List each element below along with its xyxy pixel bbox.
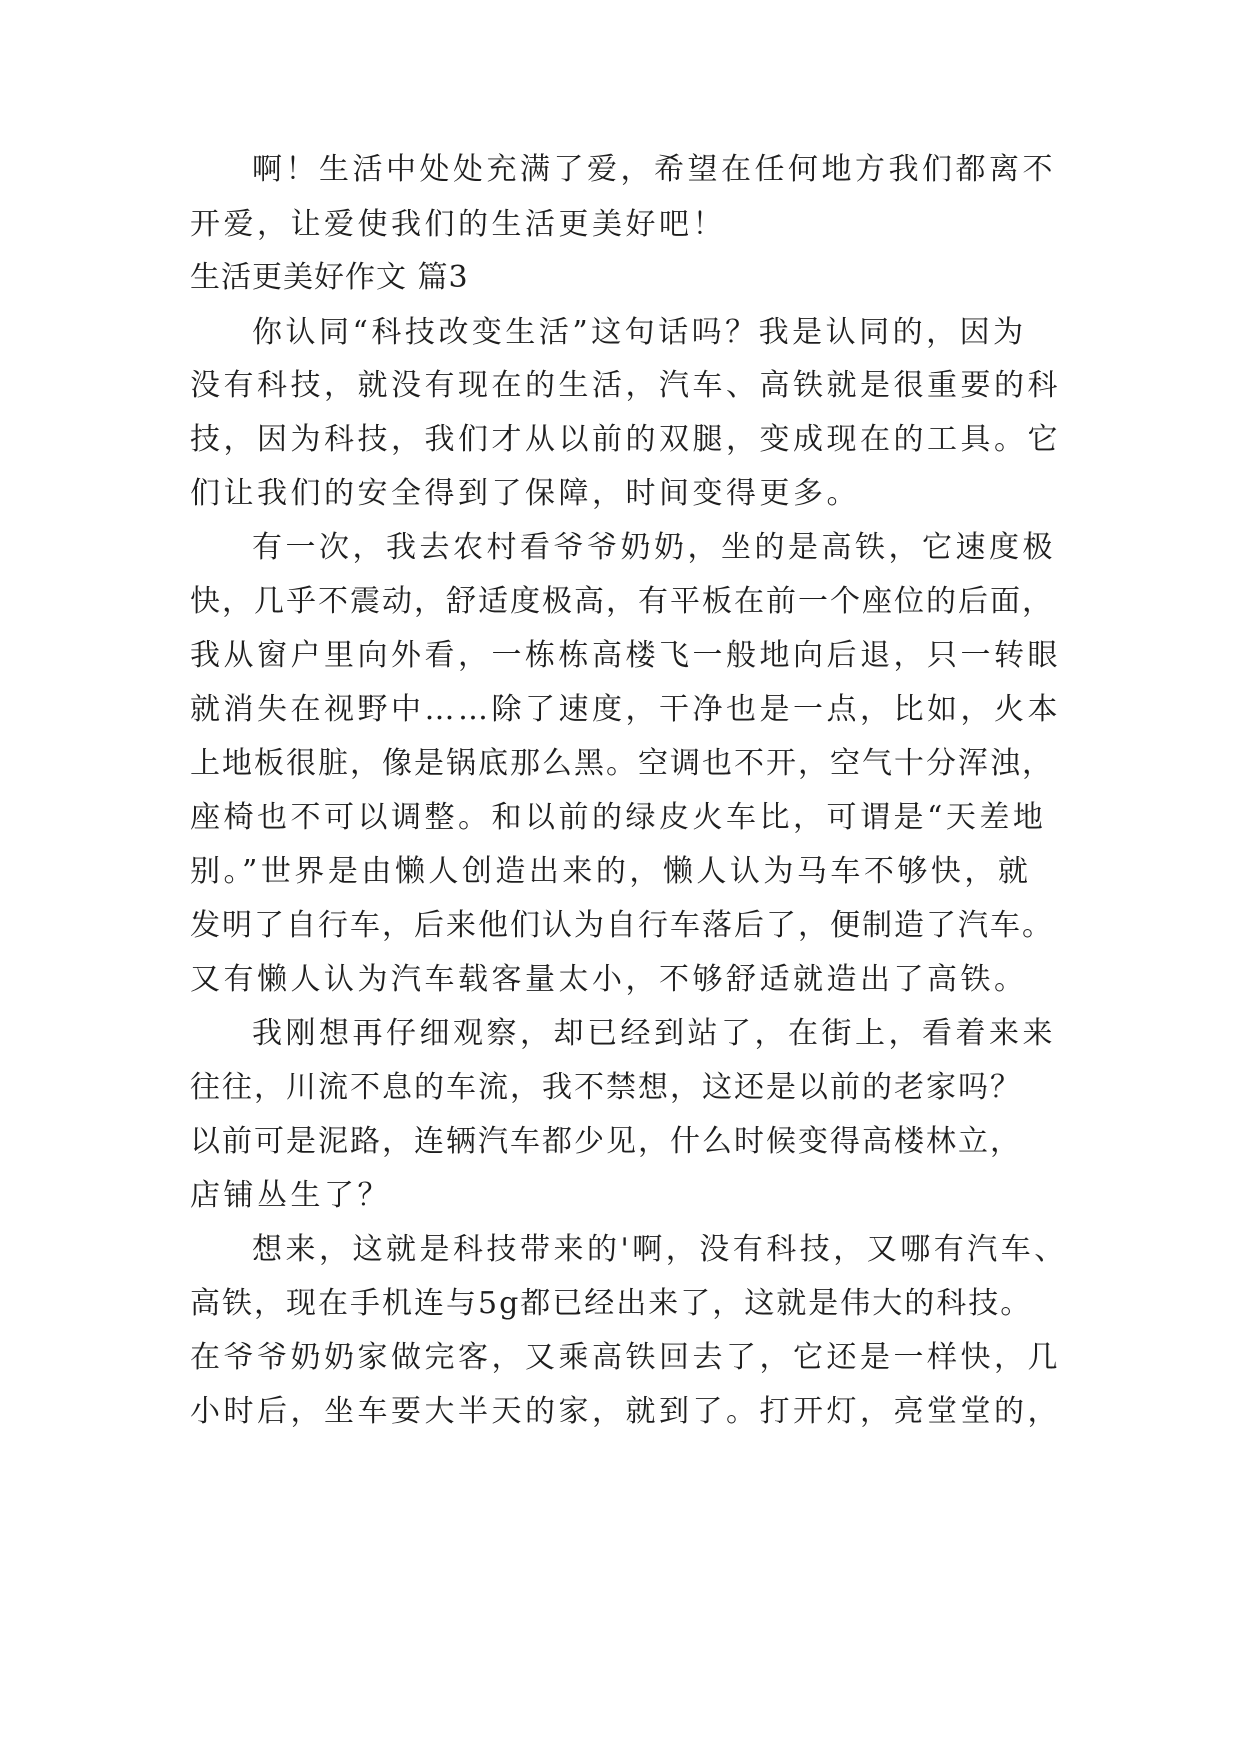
text-line: 想来，这就是科技带来的'啊，没有科技，又哪有汽车、 [252, 1232, 1068, 1267]
text-line: 你认同“科技改变生活”这句话吗？我是认同的，因为 [252, 315, 1027, 350]
text-line: 小时后，坐车要大半天的家，就到了。打开灯，亮堂堂的， [190, 1394, 1061, 1429]
text-line: 啊！生活中处处充满了爱，希望在任何地方我们都离不 [252, 152, 1056, 187]
text-line: 高铁，现在手机连与5g都已经出来了，这就是伟大的科技。 [190, 1286, 1033, 1321]
section-heading: 生活更美好作文 篇3 [190, 260, 469, 295]
text-line: 又有懒人认为汽车载客量太小，不够舒适就造出了高铁。 [190, 962, 1028, 997]
text-line: 别。”世界是由懒人创造出来的，懒人认为马车不够快，就 [190, 854, 1032, 889]
text-line: 有一次，我去农村看爷爷奶奶，坐的是高铁，它速度极 [252, 530, 1056, 565]
text-line: 发明了自行车，后来他们认为自行车落后了，便制造了汽车。 [190, 908, 1054, 943]
text-line: 我从窗户里向外看，一栋栋高楼飞一般地向后退，只一转眼 [190, 638, 1061, 673]
text-line: 座椅也不可以调整。和以前的绿皮火车比，可谓是“天差地 [190, 800, 1047, 835]
text-line: 店铺丛生了？ [190, 1178, 391, 1213]
text-line: 就消失在视野中……除了速度，干净也是一点，比如，火本 [190, 692, 1061, 727]
text-line: 开爱，让爱使我们的生活更美好吧！ [190, 207, 726, 242]
text-line: 上地板很脏，像是锅底那么黑。空调也不开，空气十分浑浊， [190, 746, 1054, 781]
text-line: 没有科技，就没有现在的生活，汽车、高铁就是很重要的科 [190, 368, 1061, 403]
text-line: 我刚想再仔细观察，却已经到站了，在街上，看着来来 [252, 1016, 1056, 1051]
text-line: 往往，川流不息的车流，我不禁想，这还是以前的老家吗？ [190, 1070, 1022, 1105]
text-line: 技，因为科技，我们才从以前的双腿，变成现在的工具。它 [190, 422, 1061, 457]
text-line: 以前可是泥路，连辆汽车都少见，什么时候变得高楼林立， [190, 1124, 1022, 1159]
text-line: 们让我们的安全得到了保障，时间变得更多。 [190, 476, 860, 511]
text-line: 在爷爷奶奶家做完客，又乘高铁回去了，它还是一样快，几 [190, 1340, 1061, 1375]
text-line: 快，几乎不震动，舒适度极高，有平板在前一个座位的后面， [190, 584, 1054, 619]
